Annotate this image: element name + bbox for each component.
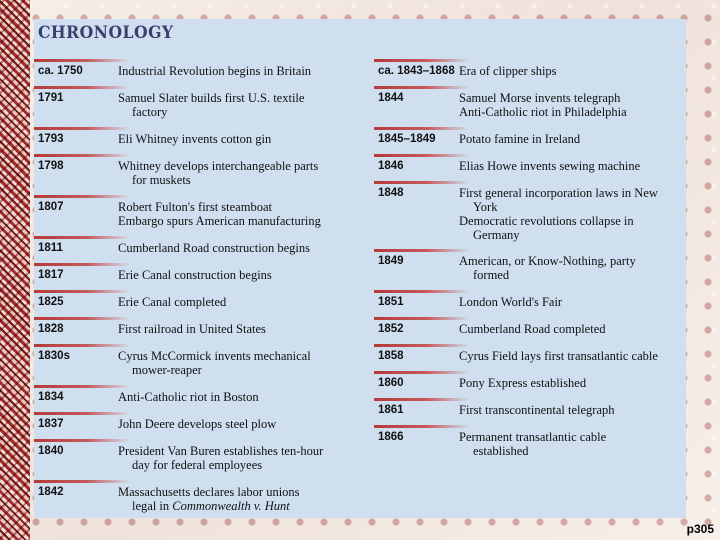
event-line: Potato famine in Ireland: [459, 132, 581, 146]
event-line: Erie Canal construction begins: [118, 268, 272, 282]
entry-rule: [374, 371, 470, 374]
event-line: First railroad in United States: [118, 322, 266, 336]
event-line: Eli Whitney invents cotton gin: [118, 132, 272, 146]
entry-year: ca. 1750: [38, 65, 83, 77]
entry-event: [459, 254, 636, 282]
entry-event: [118, 444, 323, 472]
event-line: Cumberland Road construction begins: [118, 241, 310, 255]
entry-rule: [34, 195, 130, 198]
entry-rule: [34, 127, 130, 130]
event-line: Robert Fulton's first steamboat: [118, 200, 272, 214]
entry-year: 1791: [38, 92, 64, 104]
entry-rule: [34, 86, 130, 89]
entry-rule: [374, 181, 470, 184]
entry-rule: [374, 344, 470, 347]
entry-event: [118, 295, 226, 309]
event-line: legal in Commonwealth v. Hunt: [132, 499, 290, 513]
event-line: Anti-Catholic riot in Philadelphia: [459, 105, 627, 119]
entry-year: 1825: [38, 296, 64, 308]
entry-year: 1845–1849: [378, 133, 436, 145]
entry-year: 1866: [378, 431, 404, 443]
entry-year: 1848: [378, 187, 404, 199]
entry-rule: [374, 425, 470, 428]
entry-rule: [374, 86, 470, 89]
event-line: John Deere develops steel plow: [118, 417, 277, 431]
entry-rule: [374, 398, 470, 401]
entry-event: [459, 349, 658, 363]
entry-year: 1860: [378, 377, 404, 389]
entry-rule: [374, 249, 470, 252]
entry-rule: [34, 236, 130, 239]
entry-rule: [34, 385, 130, 388]
entry-event: [459, 430, 606, 458]
event-line: Cyrus Field lays first transatlantic cable: [459, 349, 658, 363]
entry-event: [459, 64, 557, 78]
event-line: factory: [132, 105, 168, 119]
entry-year: 1811: [38, 242, 63, 254]
page-title: CHRONOLOGY: [38, 23, 174, 43]
entry-rule: [34, 59, 130, 62]
entry-year: 1858: [378, 350, 404, 362]
entry-rule: [34, 480, 130, 483]
event-line: Embargo spurs American manufacturing: [118, 214, 321, 228]
entry-rule: [374, 127, 470, 130]
event-line: York: [473, 200, 498, 214]
entry-event: [118, 91, 304, 119]
entry-year: 1837: [38, 418, 64, 430]
entry-year: 1798: [38, 160, 64, 172]
entry-event: [118, 241, 310, 255]
entry-year: 1840: [38, 445, 64, 457]
entry-year: 1817: [38, 269, 64, 281]
entry-year: 1842: [38, 486, 64, 498]
entry-year: 1844: [378, 92, 404, 104]
entry-year: 1807: [38, 201, 64, 213]
entry-event: [459, 91, 627, 119]
event-line: for muskets: [132, 173, 191, 187]
entry-event: [118, 485, 300, 513]
entry-rule: [374, 59, 470, 62]
event-line: Democratic revolutions collapse in: [459, 214, 634, 228]
entry-year: 1828: [38, 323, 64, 335]
event-line: Permanent transatlantic cable: [459, 430, 607, 444]
event-line: Industrial Revolution begins in Britain: [118, 64, 312, 78]
entry-event: [459, 403, 615, 417]
entry-year: 1851: [378, 296, 404, 308]
entry-rule: [34, 439, 130, 442]
entry-event: [459, 132, 580, 146]
entry-year: 1834: [38, 391, 64, 403]
entry-event: [459, 322, 606, 336]
entry-rule: [34, 412, 130, 415]
entry-event: [118, 132, 271, 146]
event-line: Samuel Morse invents telegraph: [459, 91, 621, 105]
event-line: mower-reaper: [132, 363, 202, 377]
event-line: Cyrus McCormick invents mechanical: [118, 349, 311, 363]
entry-event: [118, 64, 311, 78]
entry-year: 1852: [378, 323, 404, 335]
entry-rule: [374, 317, 470, 320]
entry-event: [118, 390, 259, 404]
entry-rule: [34, 317, 130, 320]
event-line: Anti-Catholic riot in Boston: [118, 390, 259, 404]
entry-event: [118, 159, 318, 187]
decorative-border: [0, 0, 30, 540]
entry-rule: [34, 344, 130, 347]
event-line: Germany: [473, 228, 520, 242]
case-name: Commonwealth v. Hunt: [172, 499, 290, 513]
entry-year: 1849: [378, 255, 404, 267]
entry-event: [118, 349, 311, 377]
event-line: Massachusetts declares labor unions: [118, 485, 300, 499]
event-line: Samuel Slater builds first U.S. textile: [118, 91, 305, 105]
entry-event: [118, 268, 272, 282]
entry-event: [118, 200, 321, 228]
chronology-panel: [34, 19, 686, 518]
entry-year: 1830s: [38, 350, 70, 362]
entry-rule: [34, 263, 130, 266]
entry-rule: [374, 290, 470, 293]
entry-year: ca. 1843–1868: [378, 65, 455, 77]
entry-year: 1846: [378, 160, 404, 172]
event-line: Pony Express established: [459, 376, 587, 390]
entry-rule: [34, 154, 130, 157]
entry-year: 1793: [38, 133, 64, 145]
event-line: Erie Canal completed: [118, 295, 227, 309]
event-line: American, or Know-Nothing, party: [459, 254, 636, 268]
event-line: day for federal employees: [132, 458, 263, 472]
event-line: formed: [473, 268, 510, 282]
event-line: London World's Fair: [459, 295, 563, 309]
entry-event: [459, 159, 640, 173]
entry-event: [459, 295, 562, 309]
event-line: established: [473, 444, 529, 458]
entry-rule: [34, 290, 130, 293]
event-line: Whitney develops interchangeable parts: [118, 159, 319, 173]
entry-event: [118, 417, 276, 431]
event-line: Era of clipper ships: [459, 64, 557, 78]
page-number: p305: [686, 522, 714, 536]
event-line: Cumberland Road completed: [459, 322, 606, 336]
event-line: First transcontinental telegraph: [459, 403, 615, 417]
event-line: President Van Buren establishes ten-hour: [118, 444, 324, 458]
entry-event: [118, 322, 266, 336]
entry-year: 1861: [378, 404, 404, 416]
entry-event: [459, 186, 658, 242]
event-line: Elias Howe invents sewing machine: [459, 159, 641, 173]
entry-rule: [374, 154, 470, 157]
entry-event: [459, 376, 586, 390]
event-line: First general incorporation laws in New: [459, 186, 658, 200]
